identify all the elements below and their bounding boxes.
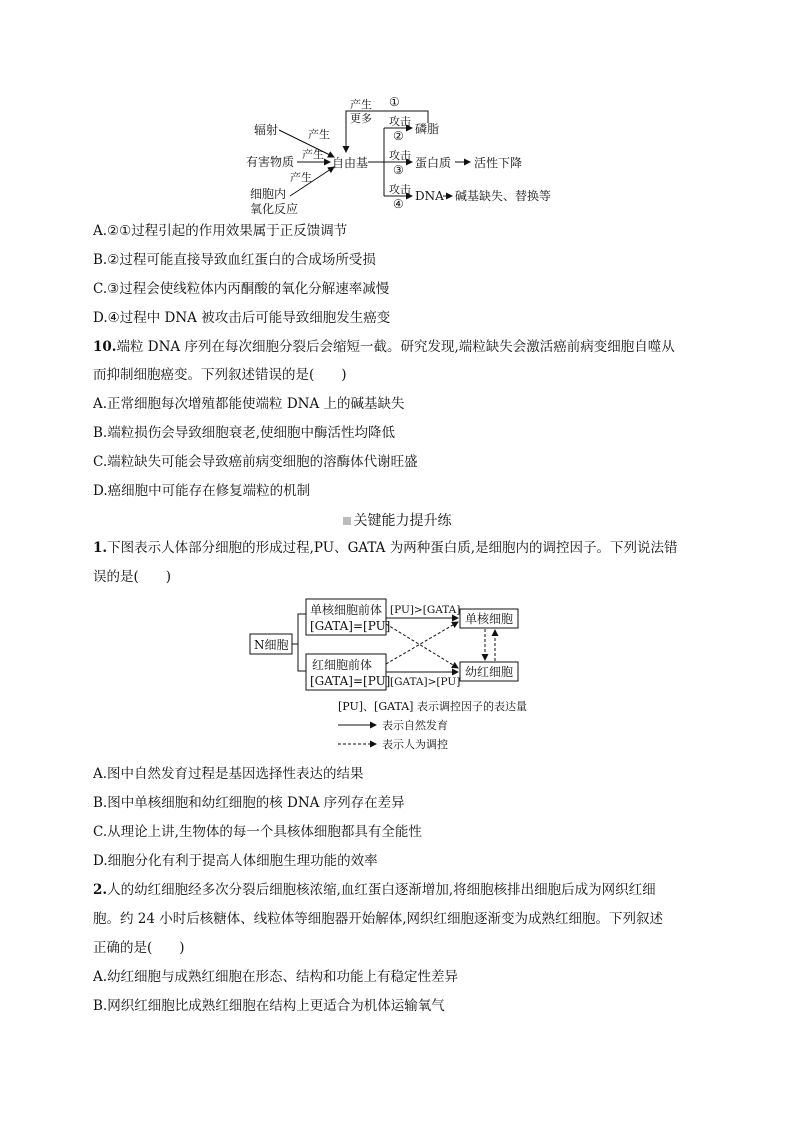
q1-option-b: B.图中单核细胞和幼红细胞的核 DNA 序列存在差异: [93, 795, 405, 811]
q1-stem-1: [93, 539, 678, 557]
erythroid-precursor-eq: [GATA]=[PU]: [310, 674, 391, 688]
q10-stem-text-1: 端粒 DNA 序列在每次细胞分裂后会缩短一截。研究发现,端粒缺失会激活癌前病变细胞自噬从: [116, 339, 675, 355]
target-dna: DNA: [415, 189, 444, 203]
q1-number: 1.: [93, 540, 108, 556]
q10-stem-1: [93, 338, 675, 356]
q1-option-d: D.细胞分化有利于提高人体细胞生理功能的效率: [93, 853, 378, 869]
legend-solid-label: 表示自然发育: [382, 719, 448, 732]
n-cell-label: N细胞: [254, 638, 289, 652]
q9-option-d: D.④过程中 DNA 被攻击后可能导致细胞发生癌变: [93, 310, 391, 326]
target-lipid: 磷脂: [415, 122, 440, 136]
legend-note: [PU]、[GATA] 表示调控因子的表达量: [338, 700, 527, 713]
num-4: ④: [393, 197, 404, 211]
q2-number: 2.: [93, 882, 108, 898]
q1-stem-2: 误的是( ): [93, 569, 172, 585]
legend-dashed-label: 表示人为调控: [382, 738, 448, 751]
label-produce-1: 产生: [308, 128, 330, 141]
erythroid-precursor-title: 红细胞前体: [312, 658, 373, 672]
free-radical-diagram: [0, 0, 794, 215]
q1-option-a: A.图中自然发育过程是基因选择性表达的结果: [93, 766, 364, 782]
source-radiation: 辐射: [254, 123, 279, 137]
q1-stem-text-1: 下图表示人体部分细胞的形成过程,PU、GATA 为两种蛋白质,是细胞内的调控因子。下列说法错: [107, 540, 678, 556]
monocyte-precursor-title: 单核细胞前体: [310, 603, 383, 617]
q2-option-a: A.幼红细胞与成熟红细胞在形态、结构和功能上有稳定性差异: [93, 969, 459, 985]
arrow-induced-to-monocyte: [386, 622, 458, 664]
arrow-induced-to-erythroblast: [386, 624, 458, 668]
num-2: ②: [393, 129, 404, 143]
q10-option-a: A.正常细胞每次增殖都能使端粒 DNA 上的碱基缺失: [93, 396, 405, 412]
q2-stem-1: [93, 881, 656, 899]
q2-stem-3: 正确的是( ): [93, 940, 185, 956]
q10-stem-2: 而抑制细胞癌变。下列叙述错误的是( ): [93, 367, 347, 383]
q2-stem-text-1: 人的幼红细胞经多次分裂后细胞核浓缩,血红蛋白逐渐增加,将细胞核排出细胞后成为网织红细: [107, 882, 656, 898]
label-produce-2: 产生: [302, 148, 324, 161]
label-produce-more-2: 更多: [350, 112, 372, 125]
target-protein: 蛋白质: [415, 156, 452, 170]
source-cell-2: 氧化反应: [250, 202, 299, 215]
target-activity: 活性下降: [474, 156, 523, 170]
q10-option-c: C.端粒缺失可能会导致癌前病变细胞的溶酶体代谢旺盛: [93, 454, 418, 470]
num-3: ③: [393, 163, 404, 177]
q2-stem-2: 胞。约 24 小时后核糖体、线粒体等细胞器开始解体,网织红细胞逐渐变为成熟红细胞。下列叙述: [93, 911, 664, 927]
q1-option-c: C.从理论上讲,生物体的每一个具核体细胞都具有全能性: [93, 824, 422, 840]
label-produce-3: 产生: [290, 171, 312, 184]
source-cell-1: 细胞内: [250, 187, 287, 201]
monocyte-label: 单核细胞: [465, 612, 514, 626]
q10-option-b: B.端粒损伤会导致细胞衰老,使细胞中酶活性均降低: [93, 425, 396, 441]
label-pu-gt-gata: [PU]>[GATA]: [390, 604, 461, 616]
attack-2: 攻击: [389, 149, 411, 162]
q9-option-c: C.③过程会使线粒体内丙酮酸的氧化分解速率减慢: [93, 281, 390, 297]
section-title: [0, 510, 794, 530]
q10-number: 10.: [93, 339, 117, 355]
source-harmful: 有害物质: [246, 155, 295, 169]
label-produce-more-1: 产生: [350, 98, 372, 111]
erythroblast-label: 幼红细胞: [465, 665, 514, 679]
label-gata-gt-pu: [GATA]>[PU]: [390, 676, 461, 688]
free-radical-label: 自由基: [332, 156, 369, 170]
q9-option-a: A.②①过程引起的作用效果属于正反馈调节: [93, 223, 348, 239]
attack-1: 攻击: [389, 115, 411, 128]
section-title-text: 关键能力提升练: [353, 513, 452, 529]
q9-option-b: B.②过程可能直接导致血红蛋白的合成场所受损: [93, 252, 376, 268]
attack-3: 攻击: [389, 183, 411, 196]
cell-differentiation-diagram: [0, 592, 794, 762]
target-base: 碱基缺失、替换等: [455, 189, 552, 203]
monocyte-precursor-eq: [GATA]=[PU]: [310, 619, 391, 633]
num-1: ①: [389, 95, 400, 109]
q2-option-b: B.网织红细胞比成熟红细胞在结构上更适合为机体运输氧气: [93, 998, 445, 1014]
n-to-erythroid-precursor: [298, 644, 306, 671]
q10-option-d: D.癌细胞中可能存在修复端粒的机制: [93, 483, 311, 499]
n-to-monocyte-precursor: [292, 614, 306, 644]
section-mark-icon: [343, 517, 351, 525]
